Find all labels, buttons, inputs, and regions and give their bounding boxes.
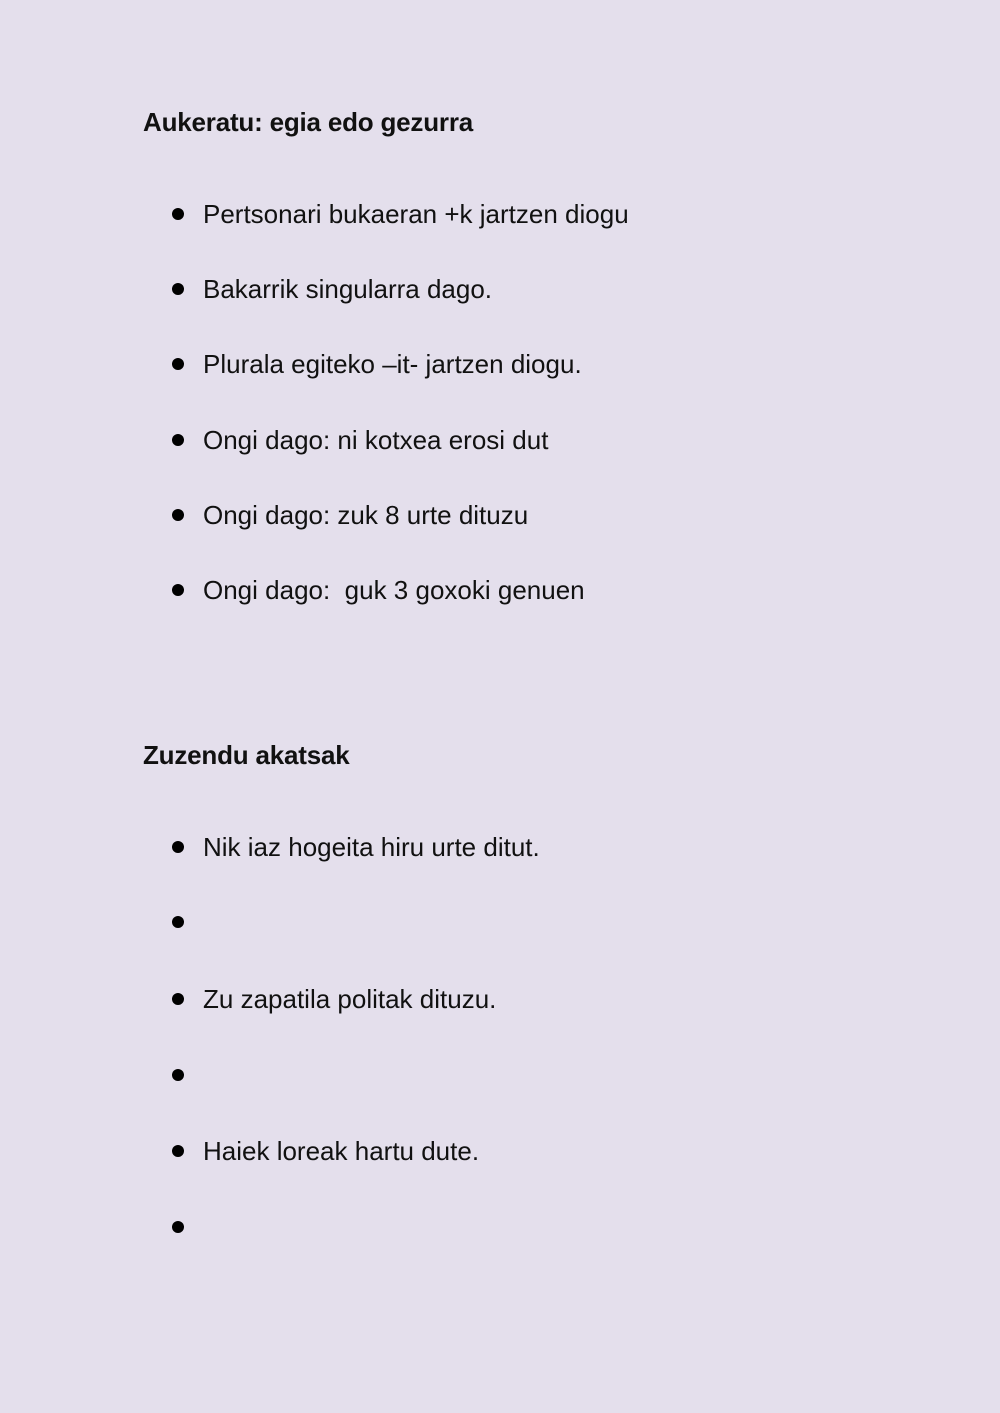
- list-item-text: Zu zapatila politak dituzu.: [203, 984, 497, 1014]
- list-item-text: Ongi dago: ni kotxea erosi dut: [203, 425, 549, 455]
- list-item: [172, 346, 582, 382]
- bullet-icon: [172, 1069, 184, 1081]
- list-item: [172, 829, 540, 865]
- bullet-icon: [172, 584, 184, 596]
- bullet-icon: [172, 841, 184, 853]
- list-item-text: Ongi dago: zuk 8 urte dituzu: [203, 500, 529, 530]
- bullet-icon: [172, 1145, 184, 1157]
- bullet-icon: [172, 993, 184, 1005]
- list-item-text: Bakarrik singularra dago.: [203, 274, 493, 304]
- answer-blank-item: [172, 904, 203, 940]
- list-item-text: Plurala egiteko –it- jartzen diogu.: [203, 349, 582, 379]
- bullet-icon: [172, 358, 184, 370]
- bullet-icon: [172, 434, 184, 446]
- list-item: [172, 196, 629, 232]
- bullet-icon: [172, 1221, 184, 1233]
- list-item-text: Pertsonari bukaeran +k jartzen diogu: [203, 199, 629, 229]
- section-title-correct-errors: Zuzendu akatsak: [143, 740, 350, 770]
- list-item: [172, 271, 492, 307]
- answer-blank-item: [172, 1209, 203, 1245]
- list-item: [172, 572, 585, 608]
- list-item-text: Nik iaz hogeita hiru urte ditut.: [203, 832, 540, 862]
- list-item: [172, 981, 496, 1017]
- list-item: [172, 1133, 479, 1169]
- bullet-icon: [172, 509, 184, 521]
- list-item: [172, 422, 548, 458]
- section-title-true-false: Aukeratu: egia edo gezurra: [143, 107, 473, 137]
- answer-blank-item: [172, 1057, 203, 1093]
- bullet-icon: [172, 916, 184, 928]
- list-item-text: Ongi dago: guk 3 goxoki genuen: [203, 575, 585, 605]
- list-item-text: Haiek loreak hartu dute.: [203, 1136, 480, 1166]
- bullet-icon: [172, 283, 184, 295]
- list-item: [172, 497, 528, 533]
- bullet-icon: [172, 208, 184, 220]
